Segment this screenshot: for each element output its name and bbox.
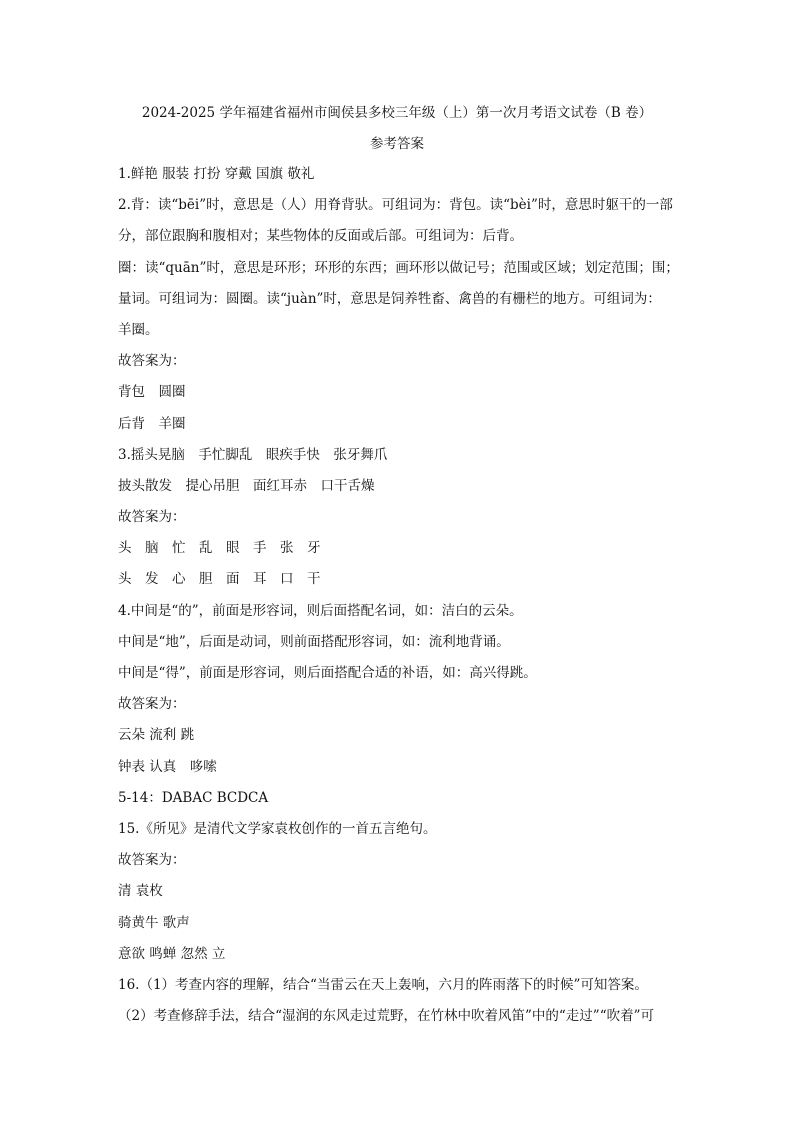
text-line: 头 脑 忙 乱 眼 手 张 牙 (118, 540, 321, 557)
text-line: 羊圈。 (118, 321, 159, 338)
text-line: 头 发 心 胆 面 耳 口 干 (118, 571, 321, 588)
text-line: 故答案为： (118, 509, 186, 526)
text-line: 清 袁枚 (118, 883, 163, 900)
text-line: 故答案为： (118, 696, 186, 713)
text-line: 1.鲜艳 服装 打扮 穿戴 国旗 敬礼 (118, 166, 315, 182)
text-line: 4.中间是“的”，前面是形容词，则后面搭配名词，如：洁白的云朵。 (118, 602, 523, 619)
text-line: 中间是“得”，前面是形容词，则后面搭配合适的补语，如：高兴得跳。 (118, 665, 537, 681)
text-line: 量词。可组词为：圆圈。读“juàn”时，意思是饲养牲畜、禽兽的有栅栏的地方。可组词为： (118, 290, 661, 307)
page-title: 2024-2025 学年福建省福州市闽侯县多校三年级（上）第一次月考语文试卷（B 卷） (141, 105, 653, 121)
text-line: 后背 羊圈 (118, 415, 186, 432)
text-line: 披头散发 提心吊胆 面红耳赤 口干舌燥 (118, 477, 375, 494)
text-line: 故答案为： (118, 353, 186, 370)
page-subtitle: 参考答案 (370, 136, 424, 152)
text-line: 意欲 鸣蝉 忽然 立 (118, 945, 226, 962)
text-line: 圈：读“quān”时，意思是环形；环形的东西；画环形以做记号；范围或区域；划定范围；围； (118, 259, 679, 276)
text-line: 云朵 流利 跳 (118, 727, 195, 744)
text-line: 2.背：读“bēi”时，意思是（人）用脊背驮。可组词为：背包。读“bèi”时，意思时躯干的一部 (118, 197, 673, 214)
text-line: 故答案为： (118, 852, 186, 869)
text-line: （2）考查修辞手法，结合“湿润的东风走过荒野，在竹林中吹着风笛”中的“走过”“吹着”可 (118, 1008, 654, 1025)
text-line: 背包 圆圈 (118, 384, 186, 401)
text-line: 骑黄牛 歌声 (118, 914, 190, 931)
text-line: 15.《所见》是清代文学家袁枚创作的一首五言绝句。 (118, 820, 437, 837)
text-line: 中间是“地”，后面是动词，则前面搭配形容词，如：流利地背诵。 (118, 633, 510, 650)
text-line: 16.（1）考查内容的理解，结合“当雷云在天上轰响，六月的阵雨落下的时候”可知答案。 (118, 976, 648, 993)
text-line: 5-14：DABAC BCDCA (118, 789, 269, 806)
text-line: 钟表 认真 哆嗦 (118, 758, 217, 775)
text-line: 3.摇头晃脑 手忙脚乱 眼疾手快 张牙舞爪 (118, 446, 388, 463)
text-line: 分，部位跟胸和腹相对；某些物体的反面或后部。可组词为：后背。 (118, 228, 523, 245)
answer-body (118, 164, 688, 1037)
